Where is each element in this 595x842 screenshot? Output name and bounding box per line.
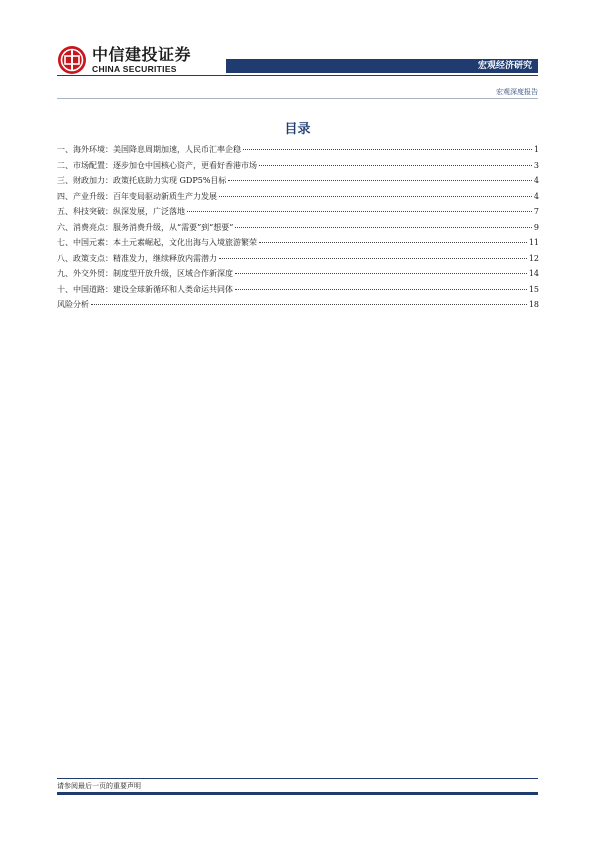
toc-leader-dots [91, 304, 527, 305]
toc-entry[interactable] [57, 158, 539, 174]
toc-entry[interactable] [57, 266, 539, 282]
document-type-label: 宏观深度报告 [496, 88, 538, 96]
toc-entry[interactable] [57, 297, 539, 313]
header-divider [57, 75, 538, 76]
toc-entry-title: 八、政策支点：精准发力，继续释放内需潜力 [57, 253, 217, 263]
toc-leader-dots [235, 227, 532, 228]
china-securities-logo-icon [57, 45, 87, 75]
toc-title: 目录 [284, 122, 311, 137]
toc-entry-page: 12 [528, 253, 539, 263]
toc-entry-title: 九、外交外贸：制度型开放升级，区域合作新深度 [57, 269, 233, 278]
footer-disclaimer: 请参阅最后一页的重要声明 [57, 782, 141, 790]
document-type-divider [57, 98, 538, 99]
toc-entry-page: 15 [528, 284, 539, 294]
toc-entry-page: 11 [528, 238, 539, 247]
toc-entry-page: 14 [528, 269, 539, 278]
toc-entry-page: 4 [533, 191, 539, 201]
toc-entry[interactable] [57, 220, 539, 236]
toc-entry[interactable] [57, 282, 539, 298]
toc-entry[interactable] [57, 235, 539, 251]
toc-entry-title: 四、产业升级：百年变局驱动新质生产力发展 [57, 191, 217, 201]
toc-leader-dots [259, 242, 527, 243]
logo-english-name: CHINA SECURITIES [92, 64, 177, 74]
table-of-contents [57, 142, 539, 313]
footer-bar [57, 792, 538, 795]
toc-leader-dots [228, 180, 531, 181]
toc-leader-dots [219, 258, 527, 259]
toc-leader-dots [219, 196, 532, 197]
toc-entry-title: 风险分析 [57, 300, 89, 309]
toc-leader-dots [187, 211, 532, 212]
toc-entry-title: 五、科技突破：纵深发展，广泛落地 [57, 207, 185, 216]
toc-entry-page: 4 [533, 176, 539, 185]
toc-leader-dots [259, 165, 532, 166]
toc-entry-page: 7 [533, 207, 539, 216]
toc-entry-page: 3 [533, 160, 539, 170]
toc-leader-dots [235, 289, 527, 290]
footer-divider [57, 778, 538, 779]
toc-leader-dots [235, 273, 527, 274]
toc-entry-page: 9 [533, 222, 539, 232]
toc-entry[interactable] [57, 173, 539, 189]
logo-chinese-name: 中信建投证券 [92, 45, 192, 64]
toc-entry-page: 18 [528, 300, 539, 309]
toc-entry[interactable] [57, 189, 539, 205]
toc-entry-page: 1 [533, 145, 539, 154]
header-section-bar [226, 59, 538, 73]
toc-entry[interactable] [57, 251, 539, 267]
toc-entry-title: 三、财政加力：政策托底助力实现 GDP5%目标 [57, 176, 227, 185]
toc-entry-title: 六、消费亮点：服务消费升级，从“需要”到“想要” [57, 222, 234, 232]
toc-entry-title: 七、中国元素：本土元素崛起，文化出海与入境旅游繁荣 [57, 238, 257, 247]
toc-entry-title: 二、市场配置：逐步加仓中国核心资产，更看好香港市场 [57, 160, 257, 170]
toc-leader-dots [243, 149, 532, 150]
company-logo [57, 44, 191, 76]
toc-entry-title: 一、海外环境：美国降息周期加速，人民币汇率企稳 [57, 145, 241, 154]
toc-entry[interactable] [57, 204, 539, 220]
toc-entry-title: 十、中国道路：建设全球新循环和人类命运共同体 [57, 284, 233, 294]
section-label: 宏观经济研究 [477, 61, 532, 71]
toc-entry[interactable] [57, 142, 539, 158]
